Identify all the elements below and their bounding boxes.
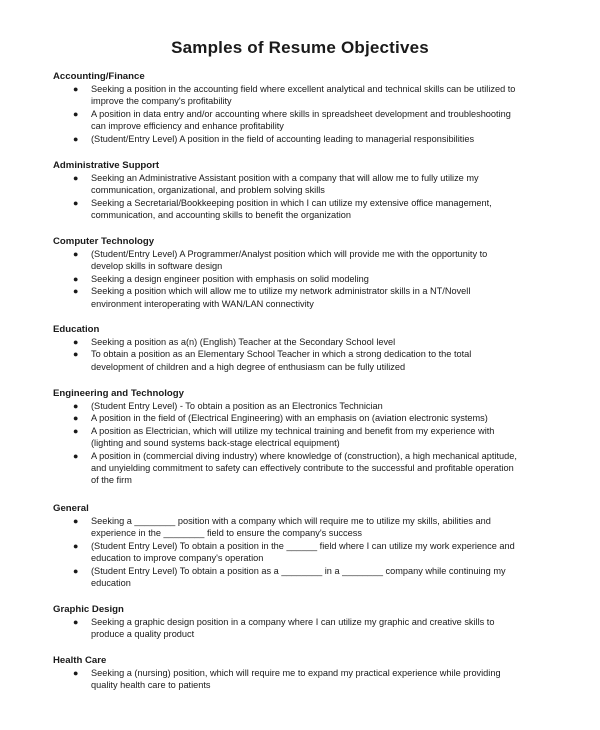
list-item xyxy=(53,348,553,373)
bullet-icon: ● xyxy=(73,349,79,360)
bullet-icon: ● xyxy=(73,108,79,119)
item-text-line: A position in data entry and/or accounting where skills in spreadsheet development and troubleshooting xyxy=(91,108,511,119)
item-text-line: Seeking a graphic design position in a company where I can utilize my graphic and creative skills to xyxy=(91,617,495,627)
list-item xyxy=(53,400,553,412)
item-text-line: Seeking a position which will allow me to utilize my network administrator skills in a NT/Novell xyxy=(91,286,471,297)
section-general xyxy=(53,502,553,589)
section-education xyxy=(53,323,553,373)
section-heading: Accounting/Finance xyxy=(53,71,145,82)
item-text-line: A position in (commercial diving industry) where knowledge of (construction), a high mechanical aptitude, xyxy=(91,450,517,461)
bullet-list xyxy=(53,667,553,692)
item-text-line: Seeking a design engineer position with emphasis on solid modeling xyxy=(91,273,369,284)
bullet-icon: ● xyxy=(73,413,79,424)
item-text-line: improve the company's profitability xyxy=(91,96,232,107)
item-text-line: (Student Entry Level) - To obtain a position as an Electronics Technician xyxy=(91,401,383,411)
item-text-line: Seeking a Secretarial/Bookkeeping position in which I can utilize my extensive office management, xyxy=(91,197,492,208)
section-heading: Computer Technology xyxy=(53,236,155,247)
item-text-line: Seeking a (nursing) position, which will require me to expand my practical experience while providing xyxy=(91,668,501,678)
bullet-icon: ● xyxy=(73,565,79,576)
item-text-line: experience in the ________ field to ensure the company's success xyxy=(91,528,362,539)
bullet-icon: ● xyxy=(73,84,79,94)
list-item xyxy=(53,133,553,145)
bullet-icon: ● xyxy=(73,450,79,461)
list-item xyxy=(53,412,553,424)
item-text-line: (Student Entry Level) To obtain a position as a ________ in a ________ company while continuing my xyxy=(91,565,506,576)
item-text-line: communication, and accounting skills to benefit the organization xyxy=(91,210,351,221)
list-item xyxy=(53,450,553,487)
bullet-list xyxy=(53,83,553,145)
item-text-line: communication, organizational, and problem solving skills xyxy=(91,185,325,196)
section-graphic-design xyxy=(53,603,553,641)
item-text-line: (Student/Entry Level) A position in the field of accounting leading to managerial responsibilities xyxy=(91,133,475,144)
bullet-icon: ● xyxy=(73,516,79,526)
bullet-icon: ● xyxy=(73,133,79,144)
item-text-line: develop skills in software design xyxy=(91,261,223,272)
item-text-line: can improve efficiency and enhance profitability xyxy=(91,121,284,132)
list-item xyxy=(53,336,553,348)
bullet-icon: ● xyxy=(73,425,79,436)
section-heading: Health Care xyxy=(53,655,107,666)
list-item xyxy=(53,197,553,222)
list-item xyxy=(53,172,553,197)
section-heading: Graphic Design xyxy=(53,604,124,615)
item-text-line: To obtain a position as an Elementary School Teacher in which a strong dedication to the total xyxy=(91,349,472,360)
item-text-line: and unyielding commitment to safety can effectively contribute to the successful and profitable operation xyxy=(91,463,514,474)
bullet-icon: ● xyxy=(73,337,79,347)
list-item xyxy=(53,425,553,450)
list-item xyxy=(53,540,553,565)
list-item xyxy=(53,83,553,108)
section-heading: General xyxy=(53,503,89,514)
item-text-line: A position as Electrician, which will utilize my technical training and benefit from my experience with xyxy=(91,425,495,436)
item-text-line: quality health care to patients xyxy=(91,680,211,691)
list-item xyxy=(53,515,553,540)
section-heading: Administrative Support xyxy=(53,160,160,171)
list-item xyxy=(53,248,553,273)
item-text-line: of the firm xyxy=(91,475,132,486)
section-computer-technology xyxy=(53,235,553,310)
item-text-line: Seeking an Administrative Assistant position with a company that will allow me to fully utilize my xyxy=(91,173,479,183)
bullet-list xyxy=(53,400,553,487)
list-item xyxy=(53,108,553,133)
bullet-icon: ● xyxy=(73,173,79,183)
bullet-list xyxy=(53,515,553,589)
bullet-list xyxy=(53,248,553,310)
bullet-icon: ● xyxy=(73,540,79,551)
item-text-line: (lighting and sound systems back-stage electrical equipment) xyxy=(91,438,340,449)
item-text-line: Seeking a position as a(n) (English) Teacher at the Secondary School level xyxy=(91,337,396,347)
bullet-icon: ● xyxy=(73,668,79,678)
section-health-care xyxy=(53,654,553,692)
list-item xyxy=(53,616,553,641)
item-text-line: A position in the field of (Electrical Engineering) with an emphasis on (aviation electronic systems) xyxy=(91,413,488,424)
bullet-icon: ● xyxy=(73,617,79,627)
bullet-icon: ● xyxy=(73,273,79,284)
section-heading: Engineering and Technology xyxy=(53,388,184,399)
bullet-list xyxy=(53,172,553,222)
list-item xyxy=(53,565,553,590)
bullet-list xyxy=(53,336,553,373)
bullet-icon: ● xyxy=(73,249,79,259)
item-text-line: Seeking a ________ position with a company which will require me to utilize my skills, abilities and xyxy=(91,516,491,526)
page-title: Samples of Resume Objectives xyxy=(171,38,429,57)
item-text-line: environment interoperating with WAN/LAN connectivity xyxy=(91,298,314,309)
bullet-icon: ● xyxy=(73,401,79,411)
bullet-icon: ● xyxy=(73,286,79,297)
item-text-line: education to improve company's operation xyxy=(91,553,264,564)
item-text-line: education xyxy=(91,578,131,589)
section-engineering-and-technology xyxy=(53,387,553,487)
item-text-line: (Student/Entry Level) A Programmer/Analyst position which will provide me with the opportunity to xyxy=(91,249,488,259)
section-accounting-finance xyxy=(53,70,553,145)
section-administrative-support xyxy=(53,159,553,222)
item-text-line: (Student Entry Level) To obtain a position in the ______ field where I can utilize my work experience and xyxy=(91,540,515,551)
item-text-line: Seeking a position in the accounting field where excellent analytical and technical skills can be utilized to xyxy=(91,84,516,94)
list-item xyxy=(53,667,553,692)
item-text-line: development of children and a high degree of enthusiasm can be fully utilized xyxy=(91,361,406,372)
section-heading: Education xyxy=(53,324,100,335)
list-item xyxy=(53,273,553,285)
list-item xyxy=(53,285,553,310)
bullet-list xyxy=(53,616,553,641)
bullet-icon: ● xyxy=(73,197,79,208)
item-text-line: produce a quality product xyxy=(91,629,195,640)
